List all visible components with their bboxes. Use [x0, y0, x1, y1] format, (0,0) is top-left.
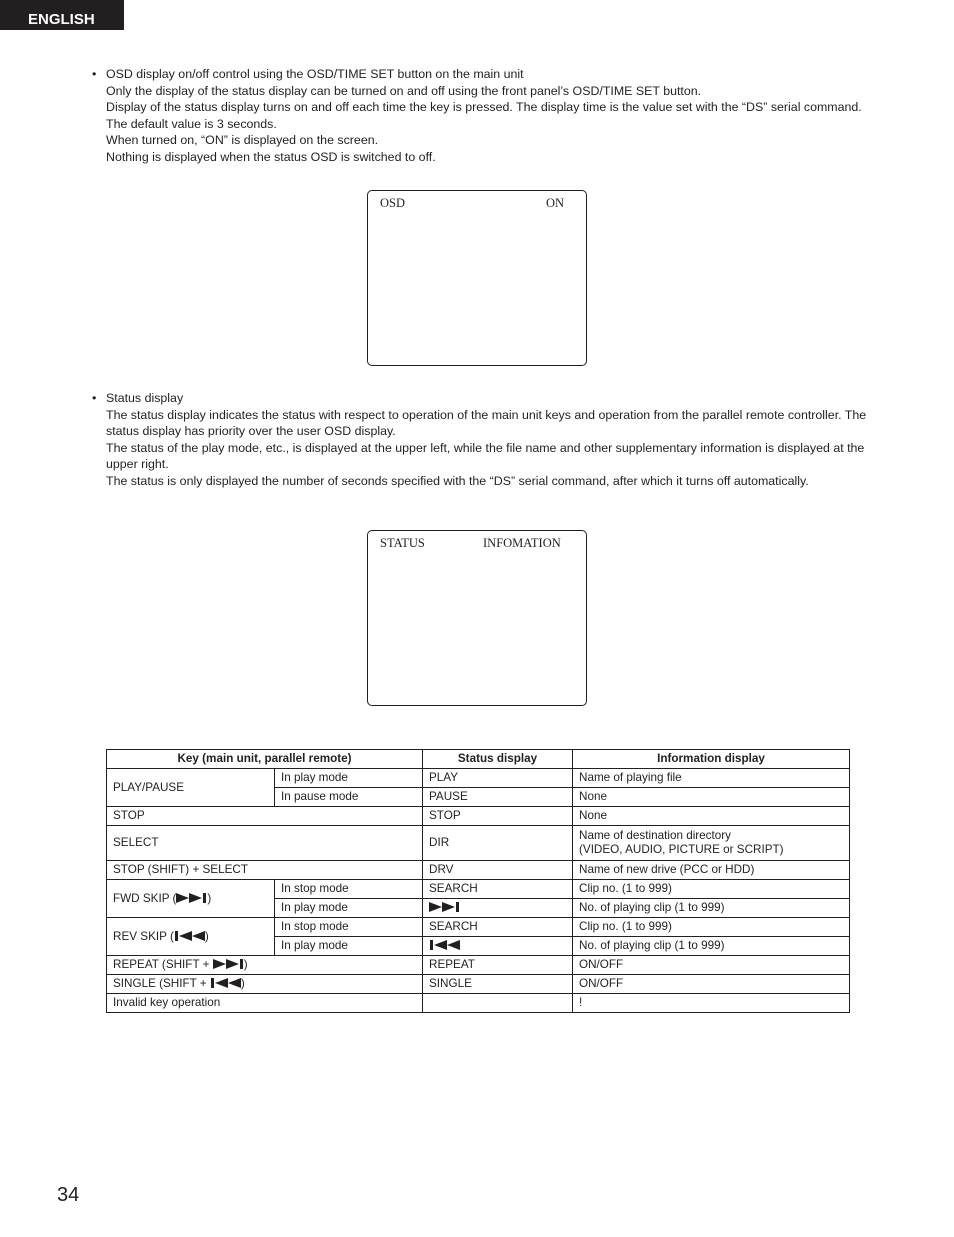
key-cell: STOP (SHIFT) + SELECT [107, 861, 423, 880]
skip-back-icon [174, 931, 205, 941]
mode-cell: In stop mode [275, 880, 423, 899]
osd-onoff-section [92, 66, 886, 165]
section-title: Status display [106, 391, 184, 405]
info-cell: Clip no. (1 to 999) [573, 880, 850, 899]
paragraph: Display of the status display turns on and off each time the key is pressed. The display time is the value set with the “DS” serial command. The default value is 3 seconds. [106, 100, 862, 131]
table-row [107, 956, 850, 975]
paragraph: Nothing is displayed when the status OSD is switched to off. [106, 149, 436, 164]
key-cell: STOP [107, 807, 423, 826]
info-cell: No. of playing clip (1 to 999) [573, 937, 850, 956]
info-line: Name of destination directory [579, 829, 732, 842]
table-row [107, 975, 850, 994]
info-cell: Name of playing file [573, 769, 850, 788]
status-cell: PAUSE [423, 788, 573, 807]
status-cell: REPEAT [423, 956, 573, 975]
key-text: ) [204, 929, 209, 943]
header-status: Status display [423, 750, 573, 769]
table-row [107, 807, 850, 826]
key-text: FWD SKIP ( [113, 891, 177, 905]
language-tab: ENGLISH [0, 0, 124, 30]
bullet: • [92, 391, 97, 405]
status-cell: SEARCH [423, 880, 573, 899]
info-cell: No. of playing clip (1 to 999) [573, 899, 850, 918]
status-display-section [92, 390, 886, 489]
key-cell [107, 880, 275, 918]
info-cell: None [573, 807, 850, 826]
osd-screen-illustration [367, 190, 587, 366]
info-cell: Clip no. (1 to 999) [573, 918, 850, 937]
table-row [107, 880, 850, 899]
page-number: 34 [57, 1184, 80, 1206]
status-display-table [106, 749, 850, 1013]
status-cell [423, 937, 573, 956]
table-row [107, 769, 850, 788]
key-cell [107, 918, 275, 956]
key-text: REV SKIP ( [113, 929, 174, 943]
status-cell [423, 899, 573, 918]
status-cell: SEARCH [423, 918, 573, 937]
skip-forward-icon [176, 893, 207, 903]
paragraph: The status display indicates the status with respect to operation of the main unit keys and operation from the parallel remote controller. The status display has priority over the user OSD display. [106, 407, 867, 438]
paragraph: The status is only displayed the number of seconds specified with the “DS” serial command, after which it turns off automatically. [106, 473, 809, 488]
osd-label: OSD [380, 196, 406, 210]
paragraph: Only the display of the status display can be turned on and off using the front panel’s OSD/TIME SET button. [106, 83, 702, 98]
status-cell: PLAY [423, 769, 573, 788]
info-line: (VIDEO, AUDIO, PICTURE or SCRIPT) [579, 843, 784, 856]
mode-cell: In play mode [275, 769, 423, 788]
skip-forward-icon [429, 902, 460, 912]
skip-back-icon [429, 940, 460, 950]
key-cell: Invalid key operation [107, 994, 423, 1013]
status-label: STATUS [380, 536, 425, 550]
paragraph: When turned on, “ON” is displayed on the screen. [106, 133, 379, 147]
key-text: ) [243, 958, 248, 971]
on-label: ON [546, 196, 565, 210]
key-text: REPEAT (SHIFT + [113, 958, 213, 971]
status-cell: DRV [423, 861, 573, 880]
paragraph: The status of the play mode, etc., is displayed at the upper left, while the file name and other supplementary information is displayed at the upper right. [106, 440, 865, 471]
section-title: OSD display on/off control using the OSD/TIME SET button on the main unit [106, 67, 524, 81]
key-text: SINGLE (SHIFT + [113, 977, 210, 990]
header-info: Information display [573, 750, 850, 769]
skip-back-icon [210, 978, 241, 988]
info-cell: Name of new drive (PCC or HDD) [573, 861, 850, 880]
table-row [107, 994, 850, 1013]
table-header-row [107, 750, 850, 769]
status-cell [423, 994, 573, 1013]
key-cell: PLAY/PAUSE [107, 769, 275, 807]
mode-cell: In pause mode [275, 788, 423, 807]
table-row [107, 826, 850, 861]
info-cell: ! [573, 994, 850, 1013]
info-cell: ON/OFF [573, 975, 850, 994]
info-cell: None [573, 788, 850, 807]
bullet: • [92, 67, 97, 81]
status-cell: DIR [423, 826, 573, 861]
mode-cell: In play mode [275, 937, 423, 956]
info-cell: ON/OFF [573, 956, 850, 975]
key-cell [107, 975, 423, 994]
mode-cell: In stop mode [275, 918, 423, 937]
mode-cell: In play mode [275, 899, 423, 918]
header-key: Key (main unit, parallel remote) [107, 750, 423, 769]
key-cell: SELECT [107, 826, 423, 861]
status-cell: SINGLE [423, 975, 573, 994]
information-label: INFOMATION [483, 536, 561, 550]
table-row [107, 861, 850, 880]
status-cell: STOP [423, 807, 573, 826]
table-row [107, 918, 850, 937]
status-screen-illustration [367, 530, 587, 706]
info-cell [573, 826, 850, 861]
key-text: ) [240, 977, 245, 990]
skip-forward-icon [213, 959, 244, 969]
key-cell [107, 956, 423, 975]
key-text: ) [207, 891, 212, 905]
